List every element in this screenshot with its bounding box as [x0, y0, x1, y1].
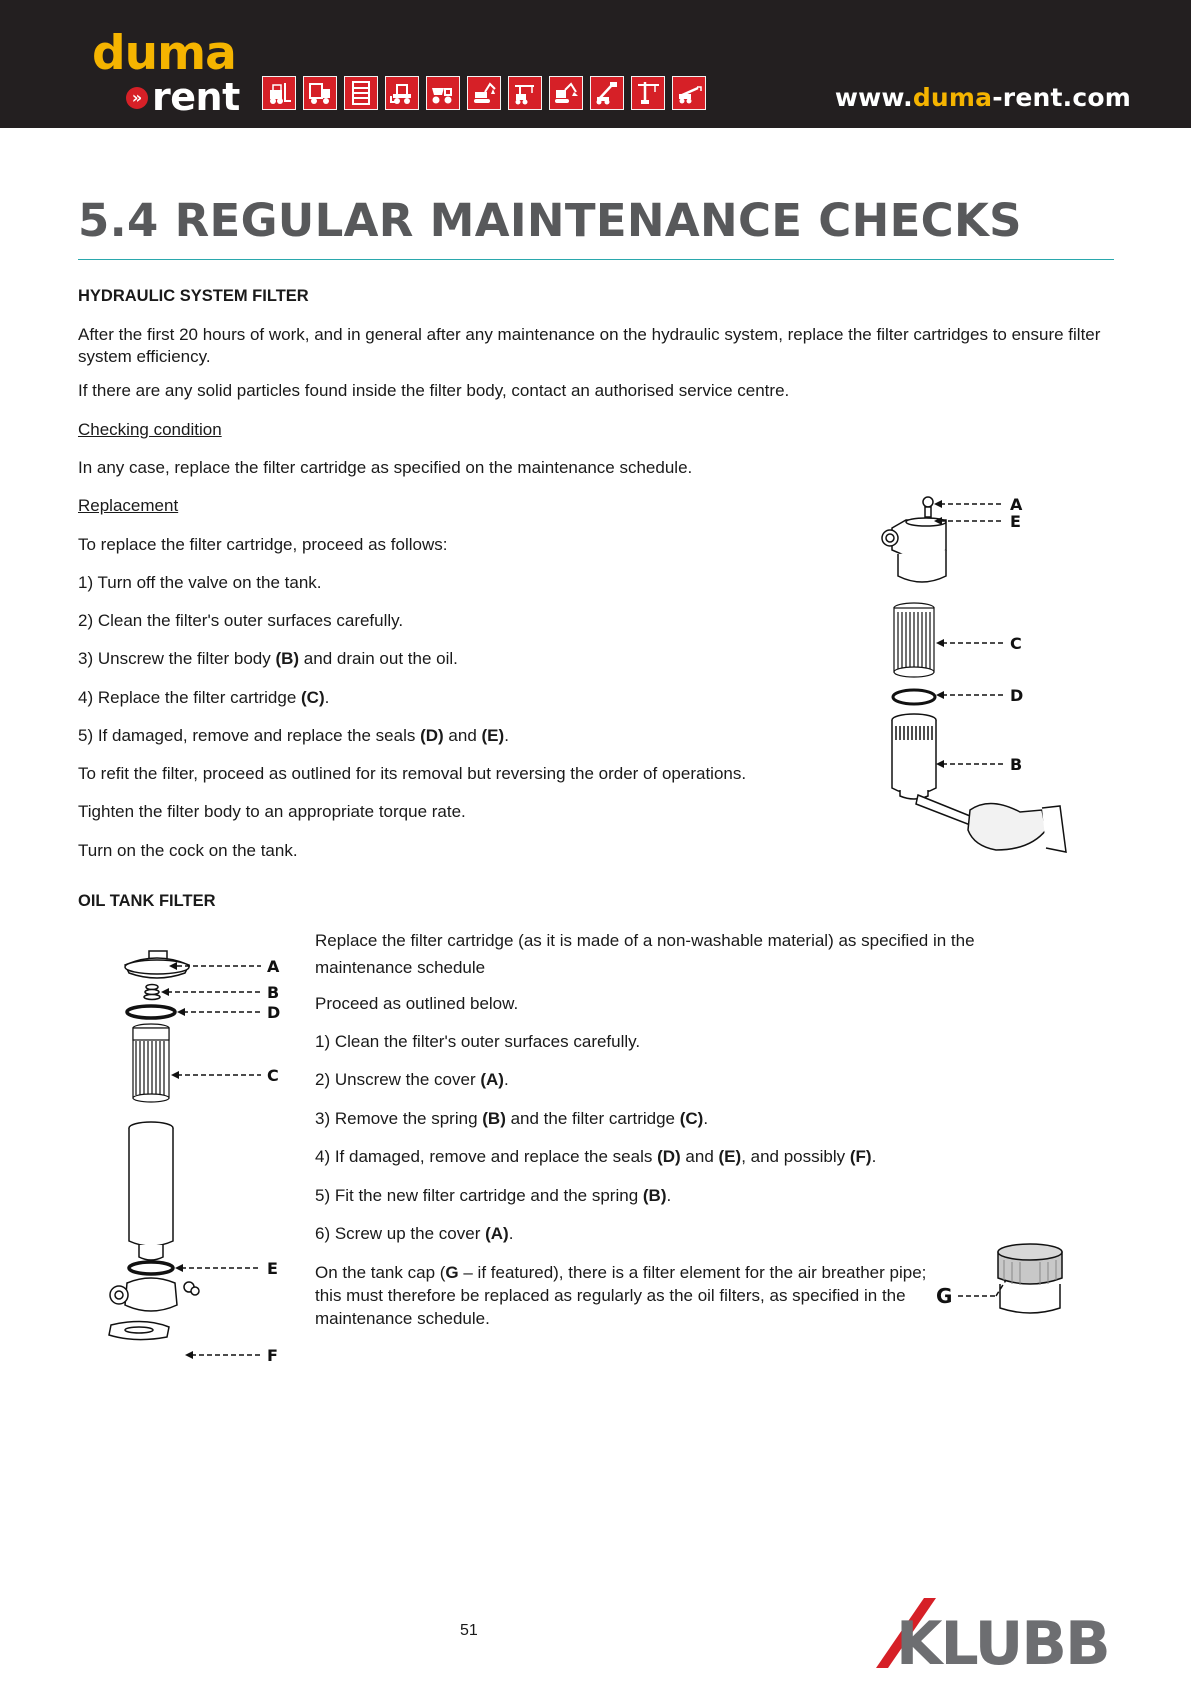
seal-ring-part: [893, 690, 935, 704]
seal-e-part: [129, 1262, 173, 1274]
gasket-f-part: [109, 1321, 169, 1339]
tank-cap-part: [998, 1244, 1062, 1313]
klubb-wordmark: KLUBB: [896, 1609, 1109, 1672]
callout-label-e: E: [1010, 512, 1021, 531]
oil-tank-step-6: 6) Screw up the cover (A).: [315, 1224, 514, 1243]
section-heading-oil-tank: OIL TANK FILTER: [78, 892, 216, 910]
page-title: 5.4 REGULAR MAINTENANCE CHECKS: [78, 194, 1022, 247]
hydraulic-filter-diagram: [870, 490, 1080, 880]
checking-text: In any case, replace the filter cartridge as specified on the maintenance schedule.: [78, 458, 693, 477]
replacement-intro: To replace the filter cartridge, proceed as follows:: [78, 535, 448, 554]
callout-label-a: A: [267, 957, 280, 976]
oil-tank-filter-diagram: [105, 945, 295, 1365]
hydraulic-tighten: Tighten the filter body to an appropriate torque rate.: [78, 802, 466, 821]
dumper-icon: [426, 76, 460, 110]
tower-crane-icon: [631, 76, 665, 110]
forklift-icon: [262, 76, 296, 110]
oil-tank-step-3: 3) Remove the spring (B) and the filter cartridge (C).: [315, 1109, 709, 1128]
klubb-logo: [872, 1592, 1132, 1672]
hydraulic-turn-on: Turn on the cock on the tank.: [78, 841, 298, 860]
tank-cap-diagram: [936, 1240, 1072, 1320]
hydraulic-step-1: 1) Turn off the valve on the tank.: [78, 573, 322, 592]
digger-icon: [549, 76, 583, 110]
filter-head-part: [882, 497, 946, 582]
telehandler-icon: [672, 76, 706, 110]
seal-d-part: [127, 1006, 175, 1018]
callout-label-b: B: [1010, 755, 1023, 774]
crane-icon: [508, 76, 542, 110]
page-number: 51: [460, 1622, 478, 1639]
filter-body-part: [892, 714, 936, 799]
hydraulic-intro-1: After the first 20 hours of work, and in general after any maintenance on the hydraulic system, replace the filter cartridges to ensure filter system efficiency.: [78, 325, 1101, 366]
bowl-part: [129, 1122, 173, 1260]
callout-label-e: E: [267, 1259, 278, 1278]
oil-tank-step-1: 1) Clean the filter's outer surfaces carefully.: [315, 1032, 641, 1051]
subheading-replacement: Replacement: [78, 496, 179, 515]
logo-duma: duma: [92, 26, 236, 81]
truck-icon: [303, 76, 337, 110]
scaffold-icon: [344, 76, 378, 110]
callout-label-c: C: [1010, 634, 1022, 653]
header-bar: [0, 0, 1191, 128]
hydraulic-refit: To refit the filter, proceed as outlined for its removal but reversing the order of operations.: [78, 764, 747, 783]
oil-tank-step-4: 4) If damaged, remove and replace the seals (D) and (E), and possibly (F).: [315, 1147, 877, 1166]
callout-label-b: B: [267, 983, 280, 1002]
callout-label-f: F: [267, 1346, 278, 1365]
oil-tank-intro: Replace the filter cartridge (as it is made of a non-washable material) as specified in the maintenance schedule: [315, 931, 975, 977]
filter-cartridge-part: [894, 603, 934, 677]
excavator-icon: [467, 76, 501, 110]
callout-label-g: G: [936, 1284, 953, 1308]
filter-head-base-part: [110, 1278, 199, 1311]
hydraulic-step-4: 4) Replace the filter cartridge (C).: [78, 688, 330, 707]
title-divider: [78, 259, 1114, 260]
oil-tank-proceed: Proceed as outlined below.: [315, 994, 519, 1013]
section-heading-hydraulic: HYDRAULIC SYSTEM FILTER: [78, 287, 309, 305]
wrench-hand-part: [916, 795, 1066, 852]
oil-tank-step-2: 2) Unscrew the cover (A).: [315, 1070, 509, 1089]
website-url[interactable]: www.duma-rent.com: [834, 83, 1131, 112]
tank-cap-note: On the tank cap (G – if featured), there is a filter element for the air breather pipe; this must therefore be replaced as regularly as the oil filters, as specified in the maintenance schedule.: [315, 1263, 927, 1328]
oil-tank-step-5: 5) Fit the new filter cartridge and the spring (B).: [315, 1186, 672, 1205]
callout-label-d: D: [267, 1003, 281, 1022]
loader-icon: [385, 76, 419, 110]
callout-label-c: C: [267, 1066, 279, 1085]
chevron-icon: »: [126, 87, 148, 109]
hydraulic-step-5: 5) If damaged, remove and replace the seals (D) and (E).: [78, 726, 509, 745]
hydraulic-step-3: 3) Unscrew the filter body (B) and drain out the oil.: [78, 649, 458, 668]
callout-label-d: D: [1010, 686, 1024, 705]
logo-rent-text: rent: [152, 75, 240, 119]
hydraulic-step-2: 2) Clean the filter's outer surfaces carefully.: [78, 611, 404, 630]
hydraulic-intro-2: If there are any solid particles found inside the filter body, contact an authorised service centre.: [78, 381, 790, 400]
cover-part: [125, 951, 189, 978]
cartridge-part: [133, 1024, 169, 1102]
spring-part: [144, 985, 160, 1000]
callout-label-a: A: [1010, 495, 1023, 514]
boom-lift-icon: [590, 76, 624, 110]
subheading-checking-condition: Checking condition: [78, 420, 222, 439]
